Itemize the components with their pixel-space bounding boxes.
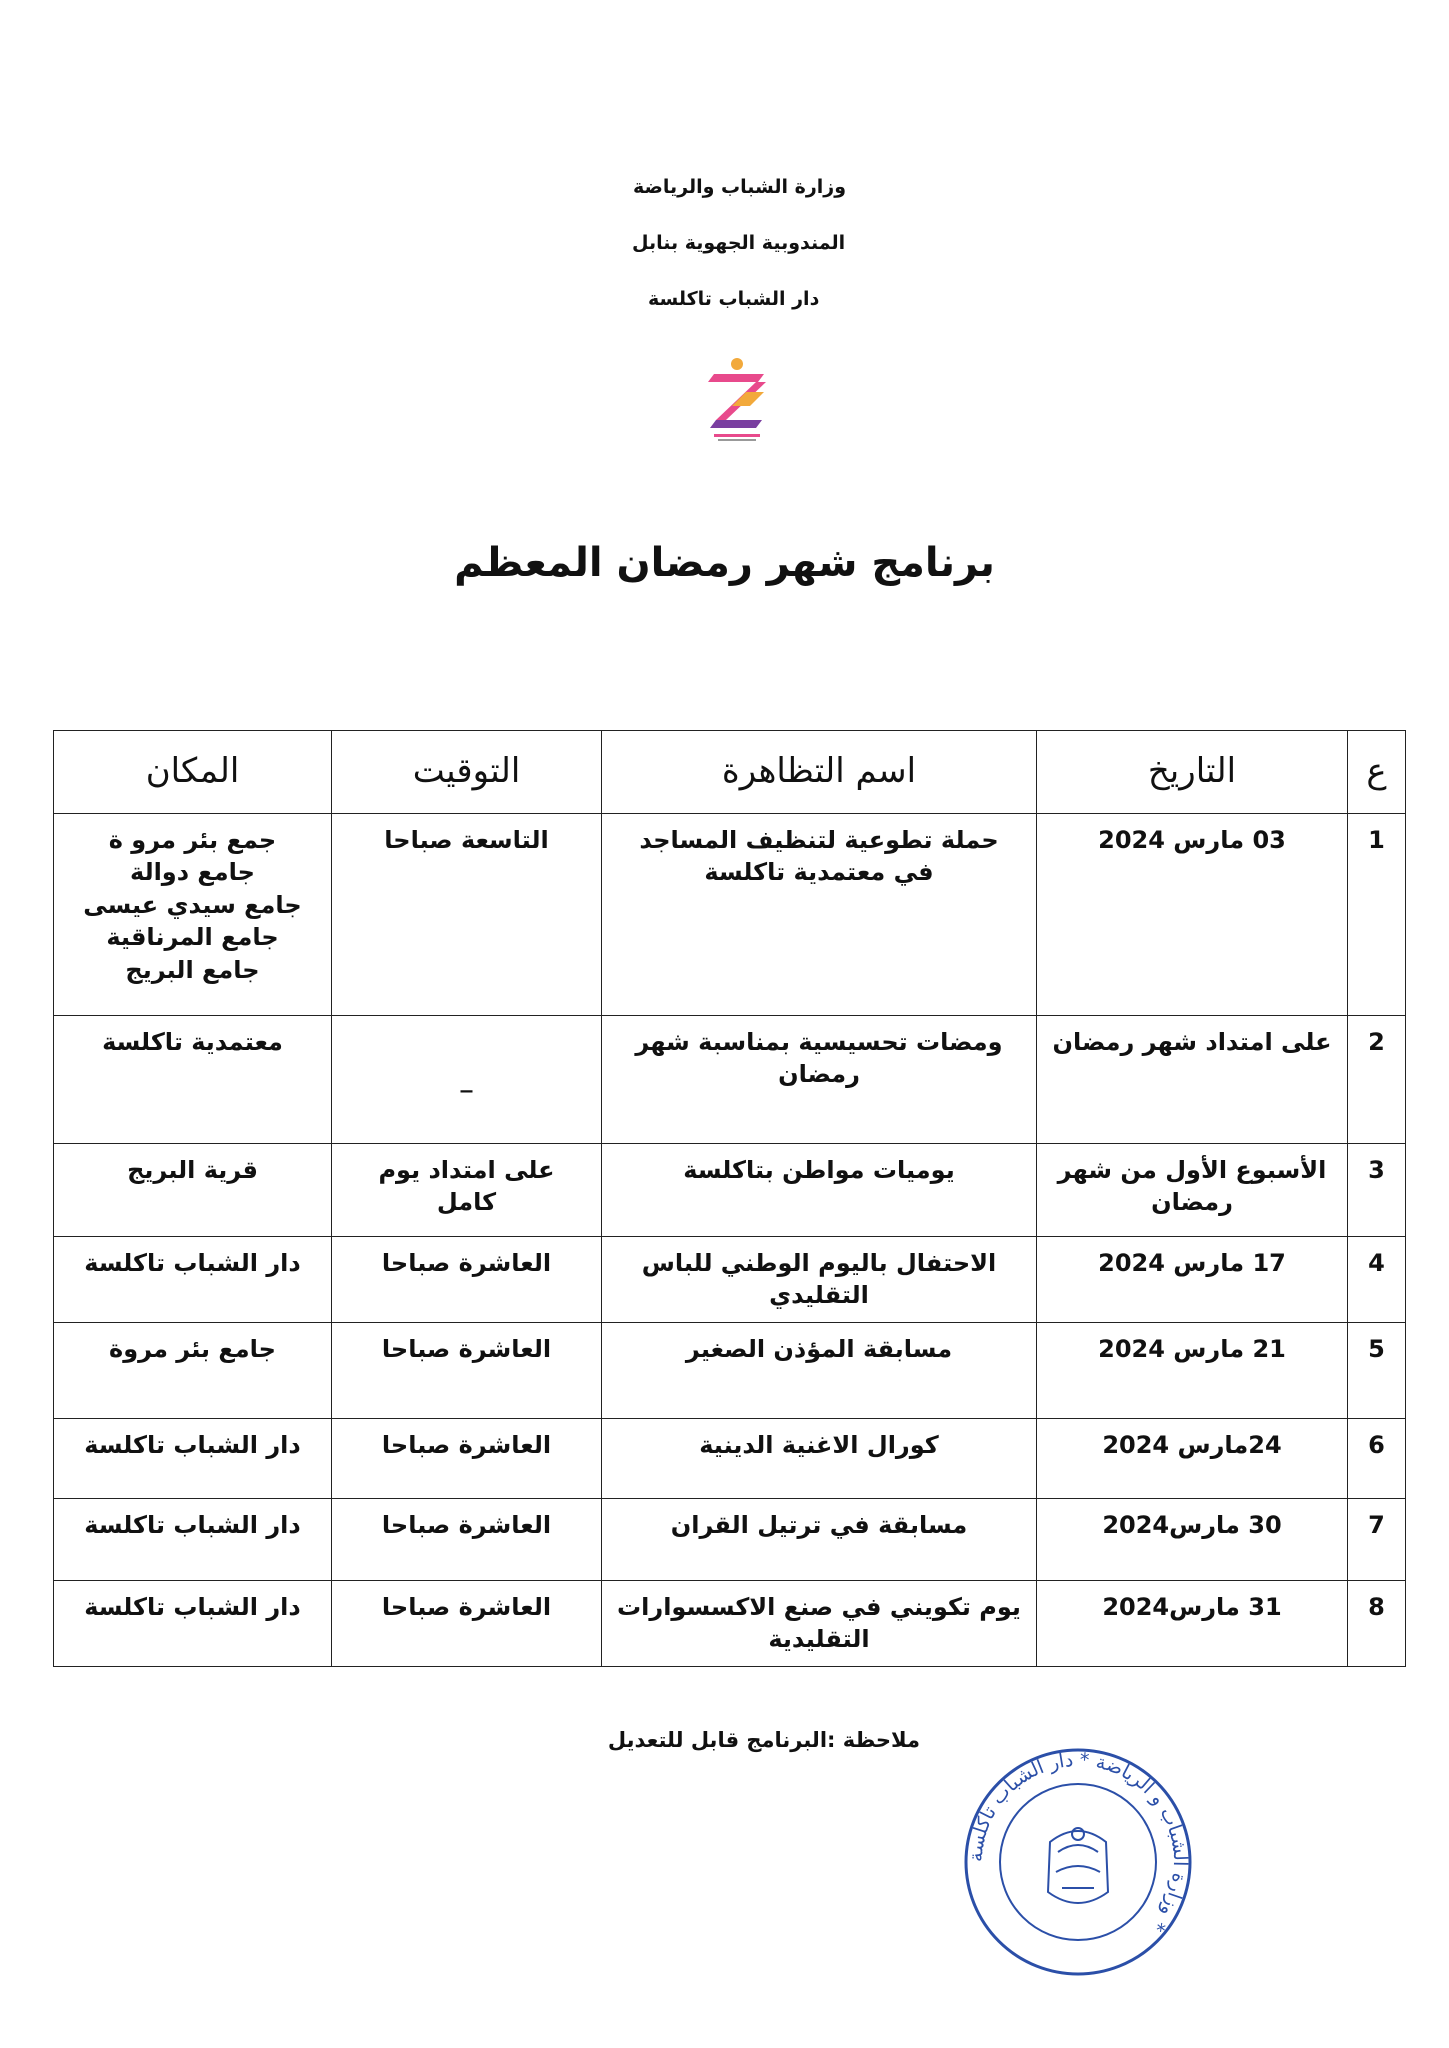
row-date: 24مارس 2024 bbox=[1037, 1418, 1348, 1498]
row-number: 1 bbox=[1348, 814, 1406, 1016]
table-row bbox=[54, 1144, 1406, 1237]
row-event: مسابقة المؤذن الصغير bbox=[602, 1322, 1037, 1418]
stamp-emblem bbox=[1048, 1828, 1108, 1903]
row-date: على امتداد شهر رمضان bbox=[1037, 1016, 1348, 1144]
row-number: 2 bbox=[1348, 1016, 1406, 1144]
table-row bbox=[54, 1418, 1406, 1498]
logo-stripe bbox=[732, 392, 764, 406]
row-time: العاشرة صباحا bbox=[332, 1498, 602, 1580]
program-table bbox=[53, 730, 1406, 1667]
row-date: الأسبوع الأول من شهر رمضان bbox=[1037, 1144, 1348, 1237]
row-time: العاشرة صباحا bbox=[332, 1418, 602, 1498]
row-event: ومضات تحسيسية بمناسبة شهر رمضان bbox=[602, 1016, 1037, 1144]
row-event: كورال الاغنية الدينية bbox=[602, 1418, 1037, 1498]
col-header-time: التوقيت bbox=[332, 731, 602, 814]
logo-caption-line bbox=[714, 434, 760, 437]
ministry-logo bbox=[700, 356, 775, 444]
row-time: العاشرة صباحا bbox=[332, 1322, 602, 1418]
table-row bbox=[54, 814, 1406, 1016]
page-title: برنامج شهر رمضان المعظم bbox=[454, 540, 995, 586]
row-place: جامع بئر مروة bbox=[54, 1322, 332, 1418]
col-header-place: المكان bbox=[54, 731, 332, 814]
table-row bbox=[54, 1016, 1406, 1144]
row-number: 3 bbox=[1348, 1144, 1406, 1237]
table-row bbox=[54, 1498, 1406, 1580]
row-time: العاشرة صباحا bbox=[332, 1580, 602, 1666]
row-date: 30 مارس2024 bbox=[1037, 1498, 1348, 1580]
logo-bar-bottom bbox=[710, 420, 762, 428]
row-event: الاحتفال باليوم الوطني للباس التقليدي bbox=[602, 1237, 1037, 1323]
row-date: 21 مارس 2024 bbox=[1037, 1322, 1348, 1418]
stamp-text: وزارة الشباب و الرياضة * دار الشباب تاكلسة * bbox=[964, 1748, 1192, 1936]
row-number: 8 bbox=[1348, 1580, 1406, 1666]
row-time: التاسعة صباحا bbox=[332, 814, 602, 1016]
row-number: 6 bbox=[1348, 1418, 1406, 1498]
row-place: دار الشباب تاكلسة bbox=[54, 1237, 332, 1323]
table-row bbox=[54, 1580, 1406, 1666]
official-stamp bbox=[958, 1742, 1198, 1982]
logo-caption-line-2 bbox=[718, 439, 756, 441]
row-time: العاشرة صباحا bbox=[332, 1237, 602, 1323]
row-place: دار الشباب تاكلسة bbox=[54, 1418, 332, 1498]
row-place: دار الشباب تاكلسة bbox=[54, 1580, 332, 1666]
table-row bbox=[54, 1322, 1406, 1418]
table-header-row bbox=[54, 731, 1406, 814]
logo-dot bbox=[731, 358, 743, 370]
row-event: حملة تطوعية لتنظيف المساجد في معتمدية تاكلسة bbox=[602, 814, 1037, 1016]
table-row bbox=[54, 1237, 1406, 1323]
row-date: 17 مارس 2024 bbox=[1037, 1237, 1348, 1323]
row-date: 03 مارس 2024 bbox=[1037, 814, 1348, 1016]
row-event: يوم تكويني في صنع الاكسسوارات التقليدية bbox=[602, 1580, 1037, 1666]
delegation-name: المندوبية الجهوية بنابل bbox=[632, 232, 846, 254]
logo-bar-top bbox=[708, 374, 764, 382]
col-header-event: اسم التظاهرة bbox=[602, 731, 1037, 814]
row-event: مسابقة في ترتيل القران bbox=[602, 1498, 1037, 1580]
youth-house-name: دار الشباب تاكلسة bbox=[648, 288, 820, 310]
row-place: جمع بئر مرو ة جامع دوالة جامع سيدي عيسى جامع المرناقية جامع البريج bbox=[54, 814, 332, 1016]
program-note: ملاحظة :البرنامج قابل للتعديل bbox=[607, 1728, 920, 1752]
row-time: _ bbox=[332, 1016, 602, 1144]
row-date: 31 مارس2024 bbox=[1037, 1580, 1348, 1666]
ministry-name: وزارة الشباب والرياضة bbox=[633, 176, 847, 198]
row-event: يوميات مواطن بتاكلسة bbox=[602, 1144, 1037, 1237]
row-number: 4 bbox=[1348, 1237, 1406, 1323]
row-number: 5 bbox=[1348, 1322, 1406, 1418]
row-place: قرية البريج bbox=[54, 1144, 332, 1237]
row-place: دار الشباب تاكلسة bbox=[54, 1498, 332, 1580]
row-number: 7 bbox=[1348, 1498, 1406, 1580]
col-header-date: التاريخ bbox=[1037, 731, 1348, 814]
row-place: معتمدية تاكلسة bbox=[54, 1016, 332, 1144]
stamp-inner-ring bbox=[1000, 1784, 1156, 1940]
row-time: على امتداد يوم كامل bbox=[332, 1144, 602, 1237]
col-header-number: ع bbox=[1348, 731, 1406, 814]
